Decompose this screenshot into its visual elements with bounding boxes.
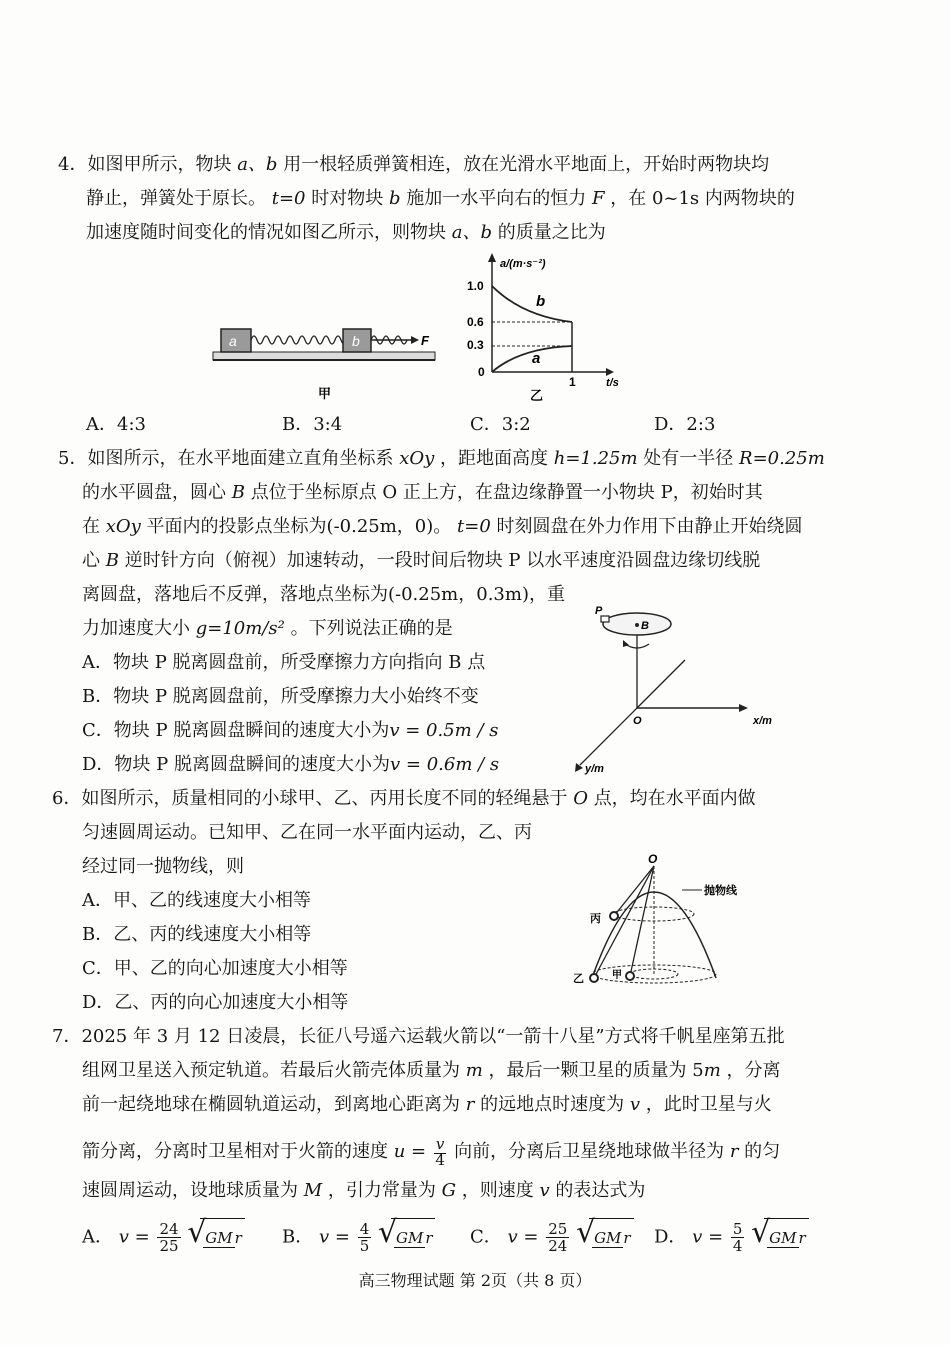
label-x: x/m	[753, 715, 772, 727]
q7-line4: 箭分离，分离时卫星相对于火箭的速度 $u = \frac{v}{4}$ 向前，分离后卫星绕地球做半径为 r 的匀	[82, 1135, 781, 1169]
q4-figure-yi	[462, 250, 632, 405]
tick-0-6: 0.6	[467, 315, 484, 329]
q6-figure	[570, 850, 770, 990]
q4-figure-jia	[205, 318, 445, 408]
q4-line1: 4．如图甲所示，物块 a、b 用一根轻质弹簧相连，放在光滑水平地面上，开始时两物块均	[58, 154, 770, 175]
q5-line6: 力加速度大小 g=10m/s² 。下列说法正确的是	[82, 618, 453, 639]
q6-option-a: A．甲、乙的线速度大小相等	[82, 890, 311, 911]
label-parabola: 抛物线	[704, 885, 737, 897]
tick-1-0: 1.0	[467, 279, 484, 293]
ground	[213, 352, 435, 360]
q5-option-c: C．物块 P 脱离圆盘瞬间的速度大小为v = 0.5m / s	[82, 720, 499, 741]
curve-b	[492, 286, 572, 322]
q6-line1: 6．如图所示，质量相同的小球甲、乙、丙用长度不同的轻绳悬于 O 点，均在水平面内做	[52, 788, 756, 809]
caption-jia: 甲	[318, 386, 332, 401]
force-label: F	[421, 333, 429, 348]
q6-option-c: C．甲、乙的向心加速度大小相等	[82, 958, 348, 979]
block-a-label: a	[229, 333, 237, 349]
q4-option-d: D．2:3	[654, 414, 716, 435]
q5-option-a: A．物块 P 脱离圆盘前，所受摩擦力方向指向 B 点	[82, 652, 486, 673]
q4-var-ab: a、b	[237, 154, 278, 175]
rope-yi	[594, 866, 654, 978]
q5-line3: 在 xOy 平面内的投影点坐标为(-0.25m，0)。 t=0 时刻圆盘在外力作用下由静止开始绕圆	[82, 516, 803, 537]
y-axis-label: a/(m·s⁻²)	[500, 258, 546, 270]
q4-option-c: C．3:2	[470, 414, 531, 435]
label-y: y/m	[585, 763, 604, 775]
block-b-label: b	[352, 333, 360, 349]
label-jia: 甲	[612, 970, 622, 981]
label-o: O	[633, 715, 642, 727]
page-footer: 高三物理试题 第 2页（共 8 页）	[358, 1271, 592, 1290]
q7-line3: 前一起绕地球在椭圆轨道运动，到离地心距离为 r 的远地点时速度为 v ，此时卫星与火	[82, 1094, 772, 1115]
ball-yi	[590, 974, 598, 982]
q5-option-b: B．物块 P 脱离圆盘前，所受摩擦力大小始终不变	[82, 686, 479, 707]
q4-option-b: B．3:4	[282, 414, 343, 435]
curve-a-label: a	[532, 350, 541, 367]
q7-option-d: D． v = $\frac{5}{4}$ √ GM r	[654, 1218, 809, 1257]
q7-option-c: C． v = $\frac{25}{24}$ √ GM r	[470, 1218, 634, 1257]
q7-option-b: B． v = $\frac{4}{5}$ √ GM r	[282, 1218, 435, 1257]
q4-var-ab2: a、b	[451, 222, 492, 243]
q7-option-a: A． v = $\frac{24}{25}$ √ GM r	[82, 1218, 245, 1257]
ball-bing	[610, 912, 618, 920]
q5-line5: 离圆盘，落地后不反弹，落地点坐标为(-0.25m，0.3m)，重	[82, 584, 565, 605]
label-b: B	[641, 620, 649, 632]
q5-line2: 的水平圆盘，圆心 B 点位于坐标原点 O 正上方，在盘边缘静置一小物块 P，初始时其	[82, 482, 763, 503]
q7-line5: 速圆周运动，设地球质量为 M ，引力常量为 G ，则速度 v 的表达式为	[82, 1180, 646, 1201]
caption-yi: 乙	[530, 388, 544, 403]
q7-line2: 组网卫星送入预定轨道。若最后火箭壳体质量为 m ，最后一颗卫星的质量为 5m ，分离	[82, 1060, 781, 1081]
tick-0: 0	[478, 365, 485, 379]
u-fraction: $\frac{v}{4}$	[435, 1135, 445, 1169]
q5-option-d: D．物块 P 脱离圆盘瞬间的速度大小为v = 0.6m / s	[82, 754, 500, 775]
q4-option-a: A．4:3	[86, 414, 146, 435]
q5-line4: 心 B 逆时针方向（俯视）加速转动，一段时间后物块 P 以水平速度沿圆盘边缘切线脱	[82, 550, 761, 571]
y-axis	[580, 708, 637, 765]
q6-option-b: B．乙、丙的线速度大小相等	[82, 924, 312, 945]
q4-var-t0: t=0	[271, 188, 306, 209]
label-o: O	[648, 852, 658, 866]
q5-line1: 5．如图所示，在水平地面建立直角坐标系 xOy ，距地面高度 h=1.25m 处有一半径 R=0.25m	[58, 448, 825, 469]
label-p: P	[595, 605, 603, 617]
q7-line1: 7．2025 年 3 月 12 日凌晨，长征八号遥六运载火箭以“一箭十八星”方式将千帆星座第五批	[52, 1026, 785, 1047]
q5-figure	[565, 600, 795, 780]
label-yi: 乙	[573, 973, 584, 985]
curve-b-label: b	[536, 293, 546, 310]
x-axis-label: t/s	[606, 377, 619, 389]
q6-option-d: D．乙、丙的向心加速度大小相等	[82, 992, 349, 1013]
q4-var-F: F	[591, 188, 605, 209]
tick-x-1: 1	[569, 375, 576, 389]
label-bing: 丙	[590, 913, 601, 925]
q4-line2: 静止，弹簧处于原长。 t=0 时对物块 b 施加一水平向右的恒力 F ，在 0~1s 内两物块的	[86, 188, 795, 209]
ball-jia	[626, 972, 634, 980]
tick-0-3: 0.3	[467, 338, 484, 352]
q6-line2: 匀速圆周运动。已知甲、乙在同一水平面内运动，乙、丙	[82, 822, 532, 843]
q4-var-b: b	[388, 188, 401, 209]
q6-line3: 经过同一抛物线，则	[82, 856, 244, 877]
q4-line3: 加速度随时间变化的情况如图乙所示，则物块 a、b 的质量之比为	[86, 222, 606, 243]
